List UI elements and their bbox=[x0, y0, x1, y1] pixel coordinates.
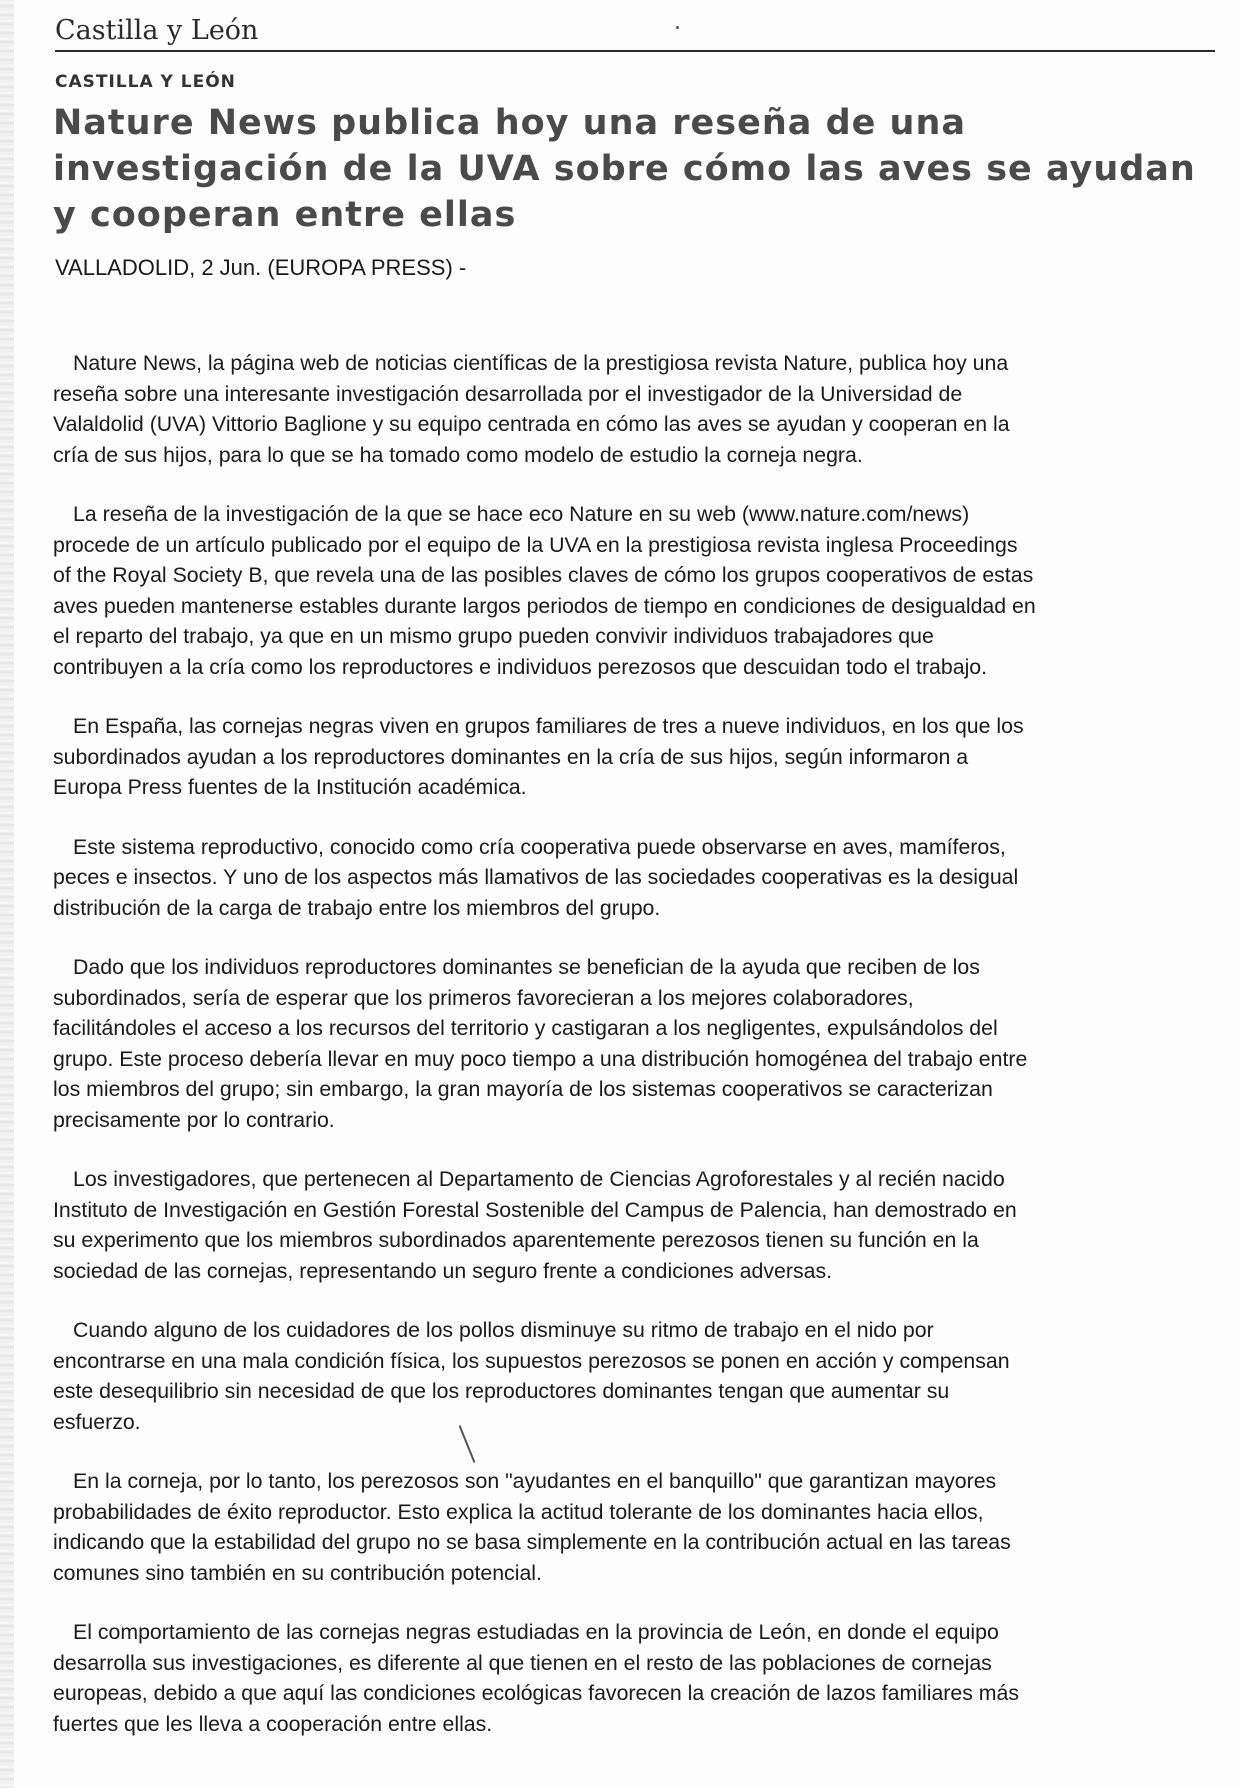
text-line: of the Royal Society B, que revela una de las posibles claves de cómo los grupos cooperativos de estas bbox=[53, 563, 1034, 587]
text-line: Valaldolid (UVA) Vittorio Baglione y su equipo centrada en cómo las aves se ayudan y cooperan en la bbox=[53, 412, 1010, 436]
paragraph bbox=[53, 348, 1228, 470]
text-line: Instituto de Investigación en Gestión Forestal Sostenible del Campus de Palencia, han demostrado en bbox=[53, 1197, 1017, 1222]
text-line: Dado que los individuos reproductores dominantes se benefician de la ayuda que reciben de los bbox=[73, 955, 980, 979]
text-line: reseña sobre una interesante investigación desarrollada por el investigador de la Universidad de bbox=[53, 381, 963, 406]
text-line: esfuerzo. bbox=[53, 1409, 141, 1434]
text-line: Nature News, la página web de noticias científicas de la prestigiosa revista Nature, publica hoy una bbox=[73, 351, 1009, 375]
paragraph bbox=[53, 952, 1228, 1135]
article-body bbox=[53, 348, 1228, 1768]
text-line: Europa Press fuentes de la Institución académica. bbox=[53, 775, 527, 799]
text-line: su experimento que los miembros subordinados aparentemente perezosos tienen su función en la bbox=[53, 1228, 979, 1252]
scan-edge-shadow bbox=[0, 0, 14, 1788]
text-line: cría de sus hijos, para lo que se ha tomado como modelo de estudio la corneja negra. bbox=[53, 442, 863, 467]
text-line: aves pueden mantenerse estables durante largos periodos de tiempo en condiciones de desigualdad en bbox=[53, 593, 1036, 618]
text-line: contribuyen a la cría como los reproductores e individuos perezosos que descuidan todo el trabajo. bbox=[53, 654, 988, 679]
text-line: distribución de la carga de trabajo entre los miembros del grupo. bbox=[53, 895, 661, 920]
text-line: precisamente por lo contrario. bbox=[53, 1107, 335, 1132]
headline-line: investigación de la UVA sobre cómo las aves se ayudan bbox=[53, 149, 1196, 189]
text-line: subordinados ayudan a los reproductores dominantes en la cría de sus hijos, según informaron a bbox=[53, 744, 969, 769]
text-line: los miembros del grupo; sin embargo, la gran mayoría de los sistemas cooperativos se caracterizan bbox=[53, 1077, 993, 1101]
text-line: el reparto del trabajo, ya que en un mismo grupo pueden convivir individuos trabajadores que bbox=[53, 624, 934, 648]
text-line: Este sistema reproductivo, conocido como cría cooperativa puede observarse en aves, mamíferos, bbox=[73, 834, 1006, 859]
text-line: indicando que la estabilidad del grupo no se basa simplemente en la contribución actual en las tareas bbox=[53, 1530, 1011, 1554]
article-headline bbox=[53, 100, 1223, 238]
text-line: comunes sino también en su contribución potencial. bbox=[53, 1560, 542, 1585]
text-line: fuertes que les lleva a cooperación entre ellas. bbox=[53, 1711, 493, 1736]
headline-line: Nature News publica hoy una reseña de una bbox=[53, 103, 967, 143]
paragraph bbox=[53, 711, 1228, 803]
text-line: procede de un artículo publicado por el equipo de la UVA en la prestigiosa revista inglesa Proceedings bbox=[53, 532, 1018, 557]
scan-speck bbox=[676, 26, 679, 29]
text-line: desarrolla sus investigaciones, es diferente al que tienen en el resto de las poblaciones de cornejas bbox=[53, 1650, 992, 1675]
paragraph bbox=[53, 1466, 1228, 1588]
text-line: En la corneja, por lo tanto, los perezosos son "ayudantes en el banquillo" que garantizan mayores bbox=[73, 1469, 997, 1493]
section-header bbox=[55, 14, 1215, 52]
article-dateline: VALLADOLID, 2 Jun. (EUROPA PRESS) - bbox=[55, 255, 467, 280]
headline-line: y cooperan entre ellas bbox=[53, 195, 517, 235]
text-line: Los investigadores, que pertenecen al Departamento de Ciencias Agroforestales y al recién nacido bbox=[73, 1167, 1005, 1191]
text-line: facilitándoles el acceso a los recursos del territorio y castigaran a los negligentes, expulsándolos del bbox=[53, 1016, 998, 1040]
text-line: subordinados, sería de esperar que los primeros favorecieran a los mejores colaboradores, bbox=[53, 985, 914, 1010]
paragraph bbox=[53, 1164, 1228, 1286]
paragraph bbox=[53, 499, 1228, 682]
text-line: probabilidades de éxito reproductor. Esto explica la actitud tolerante de los dominantes hacia ellos, bbox=[53, 1499, 984, 1524]
article-kicker: CASTILLA Y LEÓN bbox=[55, 72, 236, 92]
text-line: peces e insectos. Y uno de los aspectos más llamativos de las sociedades cooperativas es la desigual bbox=[53, 865, 1019, 889]
text-line: grupo. Este proceso debería llevar en muy poco tiempo a una distribución homogénea del trabajo entre bbox=[53, 1046, 1028, 1071]
text-line: El comportamiento de las cornejas negras estudiadas en la provincia de León, en donde el equipo bbox=[73, 1620, 999, 1644]
text-line: sociedad de las cornejas, representando un seguro frente a condiciones adversas. bbox=[53, 1258, 833, 1283]
text-line: La reseña de la investigación de la que se hace eco Nature en su web (www.nature.com/news) bbox=[73, 502, 970, 526]
text-line: encontrarse en una mala condición física, los supuestos perezosos se ponen en acción y compensan bbox=[53, 1348, 1010, 1373]
text-line: europeas, debido a que aquí las condiciones ecológicas favorecen la creación de lazos familiares más bbox=[53, 1681, 1020, 1705]
text-line: este desequilibrio sin necesidad de que los reproductores dominantes tengan que aumentar su bbox=[53, 1379, 950, 1403]
section-title: Castilla y León bbox=[55, 15, 259, 46]
paragraph bbox=[53, 1617, 1228, 1739]
text-line: Cuando alguno de los cuidadores de los pollos disminuye su ritmo de trabajo en el nido por bbox=[73, 1318, 934, 1342]
paragraph bbox=[53, 832, 1228, 924]
paragraph bbox=[53, 1315, 1228, 1437]
text-line: En España, las cornejas negras viven en grupos familiares de tres a nueve individuos, en los que los bbox=[73, 714, 1024, 738]
